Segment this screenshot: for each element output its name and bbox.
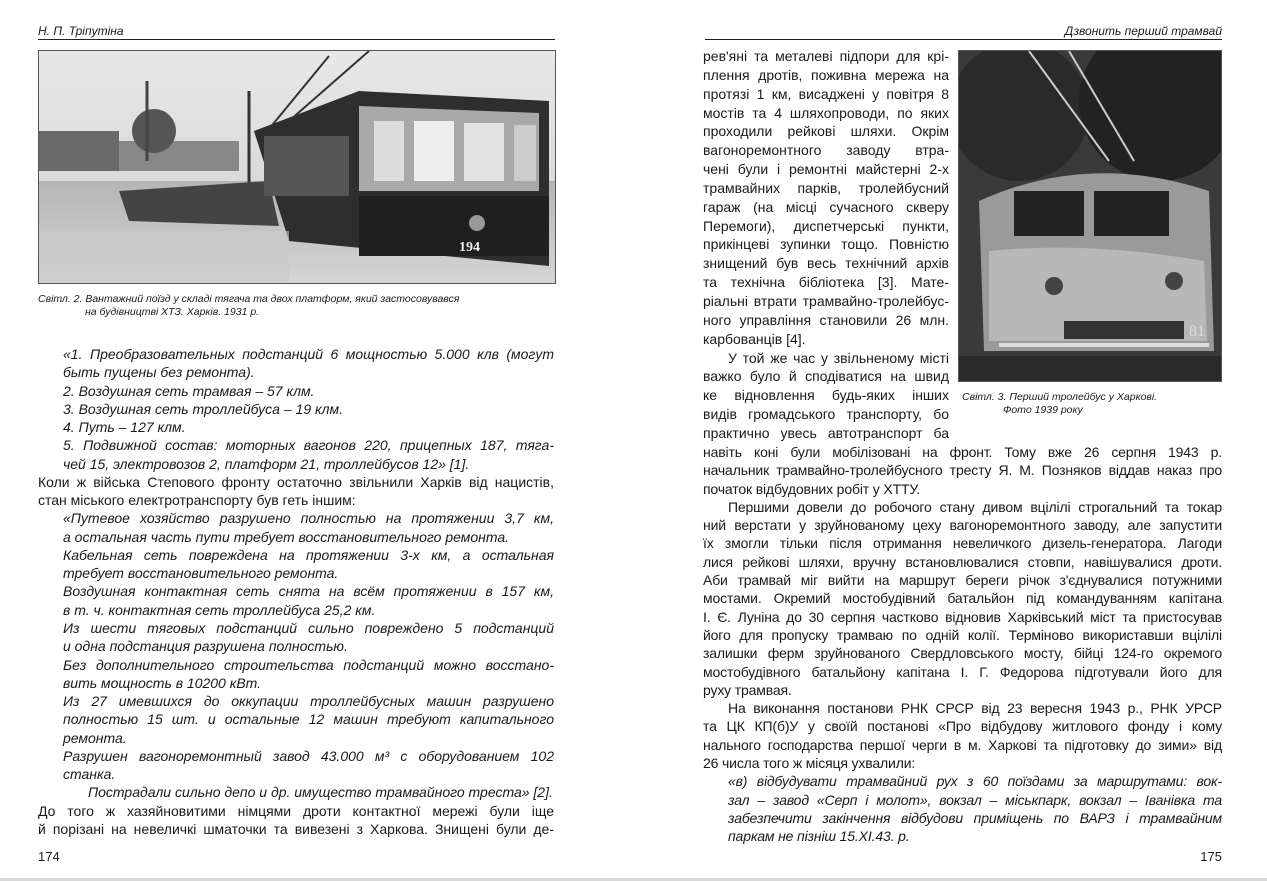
- text-line: 26 числа того ж місяця ухвалили:: [703, 755, 916, 772]
- quote-paragraph: [38, 382, 554, 400]
- page-number: 175: [1200, 849, 1222, 864]
- text-line: Без дополнительного строительства подстанций можно восстано-: [63, 656, 554, 673]
- quote-paragraph: [38, 436, 554, 473]
- text-line: 5. Подвижной состав: моторных вагонов 220, прицепных 187, тяга-: [63, 437, 554, 454]
- header-rule: [38, 39, 555, 40]
- quote-paragraph: [38, 656, 554, 693]
- text-line: прикінцеві зупинки тощо. Повністю: [703, 236, 949, 253]
- text-line: На виконання постанови РНК СРСР від 23 вересня 1943 р., РНК УРСР: [728, 700, 1222, 717]
- text-line: 4. Путь – 127 клм.: [63, 419, 186, 436]
- quote-paragraph: [38, 692, 554, 747]
- text-line: Кабельная сеть повреждена на протяжении 3-х км, а остальная: [63, 546, 554, 563]
- quote-paragraph: [38, 509, 554, 546]
- body-paragraph: [703, 349, 949, 443]
- text-line: быть пущены без ремонта).: [63, 364, 255, 381]
- quote-paragraph: [38, 400, 554, 418]
- tram-photo: [38, 50, 556, 284]
- body-paragraph: [38, 802, 554, 839]
- text-line: вить мощность в 10200 кВт.: [63, 674, 262, 691]
- text-line: ного управління становили 26 млн.: [703, 311, 949, 328]
- text-line: практично увесь автотранспорт ба: [703, 424, 949, 441]
- text-line: І. Є. Луніна до 30 серпня частково відновив Харківський міст та пристосував: [703, 608, 1222, 625]
- text-line: в т. ч. контактная сеть троллейбуса 25,2 км.: [63, 601, 376, 618]
- text-line: Першими довели до робочого стану дивом вцілілі строгальний та токар: [728, 498, 1222, 515]
- body-paragraph: [703, 443, 1222, 498]
- text-line: нального господарства першої черги в м. Харкові та підготовку до зими» від: [703, 736, 1222, 753]
- text-line: й порізані на невеличкі шматочки та вивезені з Харкова. Знищені були де-: [38, 820, 554, 837]
- text-line: карбованців [4].: [703, 330, 806, 347]
- text-line: Из шести тяговых подстанций сильно повреждено 5 подстанций: [63, 619, 554, 636]
- header-rule: [705, 39, 1222, 40]
- quote-paragraph: [703, 772, 1222, 845]
- text-line: трамвайних парків, тролейбусний: [703, 179, 949, 196]
- text-line: початок відбудовних робіт у ХТТУ.: [703, 480, 920, 497]
- figure-caption-line-1: Світл. 2. Вантажний поїзд у складі тягача та двох платформ, який застосовувався: [38, 293, 460, 305]
- text-line: Коли ж війська Степового фронту остаточно звільнили Харків від нацистів,: [38, 473, 554, 490]
- text-line: и одна подстанция разрушена полностью.: [63, 638, 348, 655]
- text-line: та ЦК КП(б)У у своїй постанові «Про відбудову житлового фонду і кому: [703, 718, 1222, 735]
- quote-paragraph: [38, 546, 554, 583]
- text-line: «1. Преобразовательных подстанций 6 мощностью 5.000 клв (могут: [63, 346, 554, 362]
- text-line: руху трамвая.: [703, 681, 792, 698]
- text-line: Перемоги), диспетчерські пункти,: [703, 217, 949, 234]
- trolleybus-photo-image: [959, 51, 1221, 381]
- text-line: стан міського електротранспорту був геть іншим:: [38, 492, 356, 509]
- trolleybus-photo: [958, 50, 1222, 382]
- text-line: Пострадали сильно депо и др. имущество трамвайного треста» [2].: [88, 784, 553, 801]
- text-line: требует восстановительного ремонта.: [63, 565, 339, 582]
- figure-caption-line-1: Світл. 3. Перший тролейбус у Харкові.: [962, 391, 1158, 403]
- text-line: Разрушен вагоноремонтный завод 43.000 м³ с оборудованием 102: [63, 747, 554, 764]
- text-line: чені були і ремонтні майстерні 2-х: [703, 161, 949, 178]
- text-line: його для пропуску трамваю по одній колії. Терміново використавши вцілілі: [703, 626, 1222, 643]
- text-line: та технічна бібліотека [3]. Мате-: [703, 274, 949, 291]
- text-line: плення дротів, поживна мережа на: [703, 66, 949, 83]
- text-line: паркам не пізніш 15.XI.43. р.: [728, 828, 910, 845]
- figure-caption-line-2: Фото 1939 року: [1003, 404, 1083, 416]
- text-line: «в) відбудувати трамвайний рух з 60 поїздами за маршрутами: вок-: [728, 773, 1222, 790]
- tram-photo-image: [39, 51, 555, 283]
- text-line: мостами. Окремий мостобудівний батальйон під командуванням капітана: [703, 590, 1222, 607]
- text-line: їх змогли тільки після отримання невеличкого дизель-генератора. Лагоди: [703, 535, 1222, 552]
- right-page: [633, 0, 1267, 881]
- right-narrow-text-block: [703, 47, 949, 443]
- text-line: мостобудівного батальйону капітана І. Г. Федорова підготували його для: [703, 663, 1222, 680]
- quote-paragraph: [38, 747, 554, 784]
- text-line: У той же час у звільненому місті: [728, 349, 949, 366]
- body-paragraph: [703, 699, 1222, 772]
- text-line: вагоноремонтного заводу втра-: [703, 142, 949, 159]
- text-line: ний верстати у зруйнованому цеху вагоноремонтного заводу, але запустити: [703, 517, 1222, 534]
- body-paragraph: [703, 47, 949, 349]
- running-head-author: Н. П. Тріпутіна: [38, 24, 124, 38]
- quote-paragraph: [38, 783, 554, 801]
- text-line: а остальная часть пути требует восстановительного ремонта.: [63, 528, 510, 545]
- trolleybus-number: 81: [1189, 323, 1205, 340]
- text-line: рев'яні та металеві підпори для крі-: [703, 48, 949, 64]
- text-line: лися рейкові шляхи, вручну встановлювалися стовпи, навішувалися дроти.: [703, 553, 1222, 570]
- text-line: Аби трамвай міг вийти на маршрут береги річок з'єднувалися потужними: [703, 572, 1222, 589]
- body-paragraph: [38, 473, 554, 510]
- quote-paragraph: [38, 582, 554, 619]
- text-line: навіть коні були мобілізовані на фронт. Тому вже 26 серпня 1943 р.: [703, 444, 1222, 460]
- text-line: знищений був весь технічний архів: [703, 255, 949, 272]
- text-line: ке відновлення будь-яких інших: [703, 387, 949, 404]
- text-line: важко було й сподіватися на швид: [703, 368, 949, 385]
- text-line: 2. Воздушная сеть трамвая – 57 клм.: [63, 382, 315, 399]
- figure-caption-line-2: на будівництві ХТЗ. Харків. 1931 р.: [85, 306, 260, 318]
- text-line: зал – завод «Серп і молот», вокзал – міськпарк, вокзал – Іванівка та: [728, 791, 1222, 808]
- text-line: ріальні втрати трамвайно-тролейбус-: [703, 292, 949, 309]
- text-line: начальник трамвайно-тролейбусного тресту Я. М. Позняков віддав наказ про: [703, 462, 1222, 479]
- body-paragraph: [703, 498, 1222, 699]
- text-line: мостів та 4 шляхопроводи, по яких: [703, 104, 949, 121]
- quote-paragraph: [38, 345, 554, 382]
- right-wide-text-block: [703, 443, 1222, 846]
- text-line: протязі 1 км, висаджені у повітря 8: [703, 85, 949, 102]
- text-line: 3. Воздушная сеть троллейбуса – 19 клм.: [63, 400, 343, 417]
- quote-paragraph: [38, 418, 554, 436]
- text-line: станка.: [63, 766, 116, 783]
- text-line: Воздушная контактная сеть снята на всём протяжении в 157 км,: [63, 583, 554, 600]
- text-line: забезпечити закінчення відбудови приміщень по ВАРЗ і трамвайним: [728, 809, 1222, 826]
- left-text-block: [38, 345, 554, 838]
- running-head-title: Дзвонить перший трамвай: [1064, 24, 1222, 38]
- text-line: чей 15, электровозов 2, платформ 21, троллейбусов 12» [1].: [63, 455, 470, 472]
- text-line: полностью 15 шт. и остальные 12 машин требуют капитального: [63, 711, 554, 728]
- text-line: проходили рейкові шляхи. Окрім: [703, 123, 949, 140]
- text-line: гараж (на місці сучасного скверу: [703, 198, 949, 215]
- left-page: [0, 0, 633, 881]
- tram-number: 194: [459, 240, 480, 255]
- text-line: Из 27 имевшихся до оккупации троллейбусных машин разрушено: [63, 693, 554, 710]
- text-line: ремонта.: [63, 729, 127, 746]
- text-line: залишки ферм зруйнованого Свердловського мосту, бійці 124-го окремого: [703, 645, 1222, 662]
- text-line: «Путевое хозяйство разрушено полностью на протяжении 3,7 км,: [63, 510, 554, 527]
- text-line: видів громадського транспорту, бо: [703, 406, 949, 423]
- page-number: 174: [38, 849, 60, 864]
- text-line: До того ж хазяйновитими німцями дроти контактної мережі були іще: [38, 802, 554, 819]
- quote-paragraph: [38, 619, 554, 656]
